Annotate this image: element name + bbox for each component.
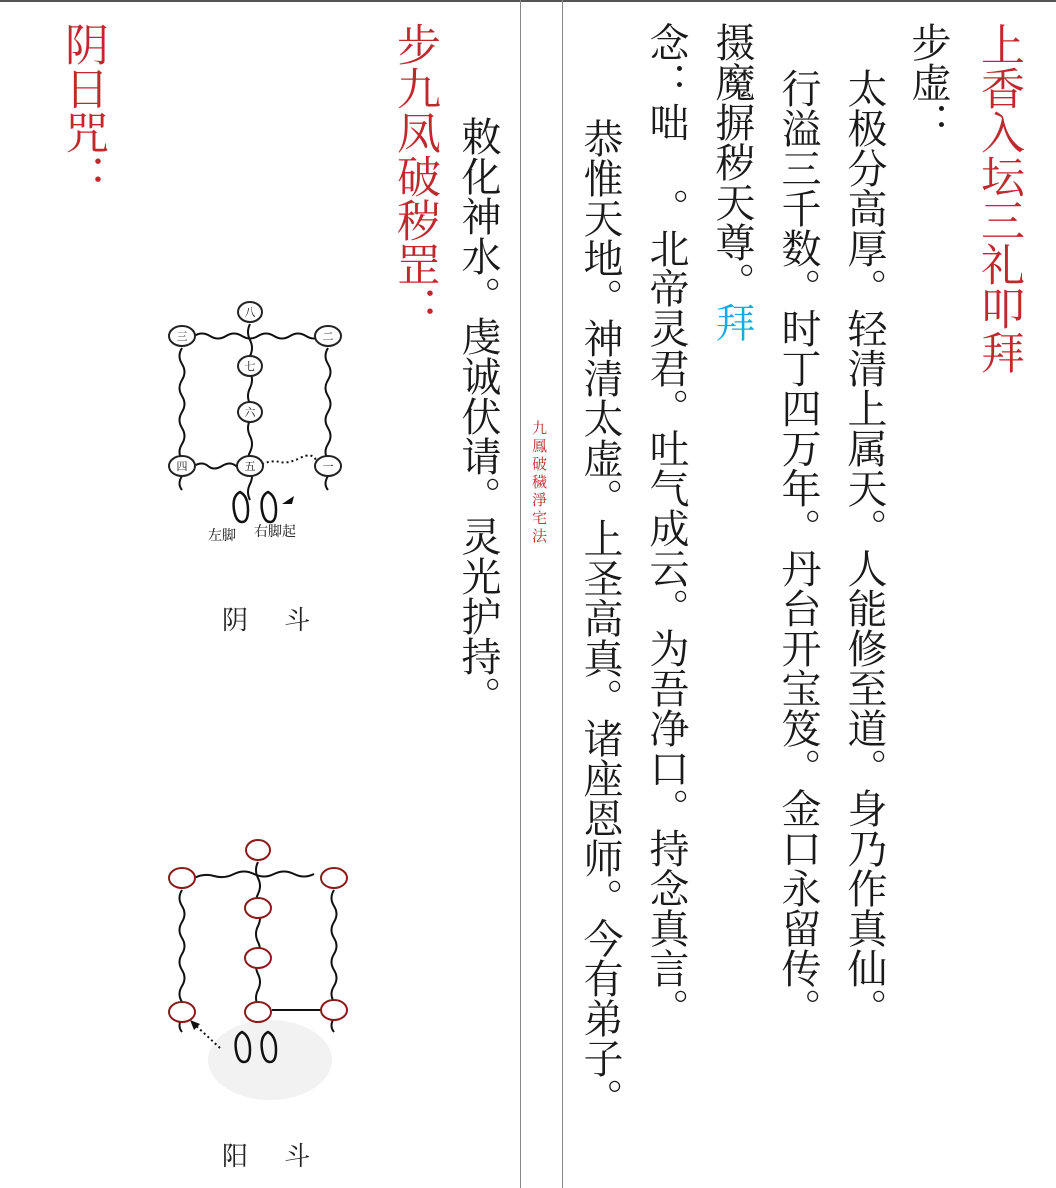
yin-label-four: 四 [176,460,188,473]
section-heading-yin-day: 阴日咒： [57,22,108,198]
yin-label-eight: 八 [244,306,256,319]
yang-node-top [246,840,270,860]
spine-rule-left [520,0,521,1188]
yin-label-two: 二 [322,330,334,343]
section-heading-steps: 步九凤破秽罡： [389,22,440,330]
spine-book-title: 九鳳破穢淨宅法 [530,420,548,546]
chant-text: 摄魔摒秽天尊。 [709,22,755,302]
section-heading-incense: 上香入坛三礼叩拜 [973,22,1024,374]
yang-node-upper-right [321,868,347,888]
foot-right-label: 右脚起 [254,524,296,540]
yin-label-seven: 七 [244,360,256,373]
yin-label-six: 六 [244,406,256,419]
yang-node-mid-1 [245,898,271,918]
yin-label-one: 一 [322,460,334,473]
verse-holy-water: 敕化神水。虔诚伏请。灵光护持。 [455,116,501,716]
yin-label-five: 五 [244,460,256,473]
yang-node-lower-center [245,1002,271,1022]
yang-dipper-diagram [150,832,360,1102]
top-rule [0,0,1056,2]
recite-line-1: 念：咄 。北帝灵君。吐气成云。为吾净口。持念真言。 [643,22,689,1028]
chant-line [709,22,755,342]
yang-node-mid-2 [245,948,271,968]
bow-mark: 拜 [709,302,755,342]
yang-node-lower-left [169,1002,195,1022]
recite-line-2: 恭惟天地。神清太虚。上圣高真。诸座恩师。今有弟子。 [577,118,623,1118]
yang-node-upper-left [169,868,195,888]
spine-rule-right [562,0,563,1188]
yin-dipper-diagram [150,296,360,596]
yin-footprints [234,492,276,522]
yang-dipper-label: 阳 斗 [222,1142,325,1172]
foot-left-label: 左脚 [208,528,236,544]
yang-node-lower-right [321,1000,347,1020]
sub-heading-buxu: 步虚： [905,22,951,142]
verse-line-2: 行溢三千数。时丁四万年。丹台开宝笈。金口永留传。 [775,68,821,1028]
verse-line-1: 太极分高厚。轻清上属天。人能修至道。身乃作真仙。 [841,68,887,1028]
yin-label-three: 三 [176,330,188,343]
yin-dipper-label: 阴 斗 [222,606,325,636]
